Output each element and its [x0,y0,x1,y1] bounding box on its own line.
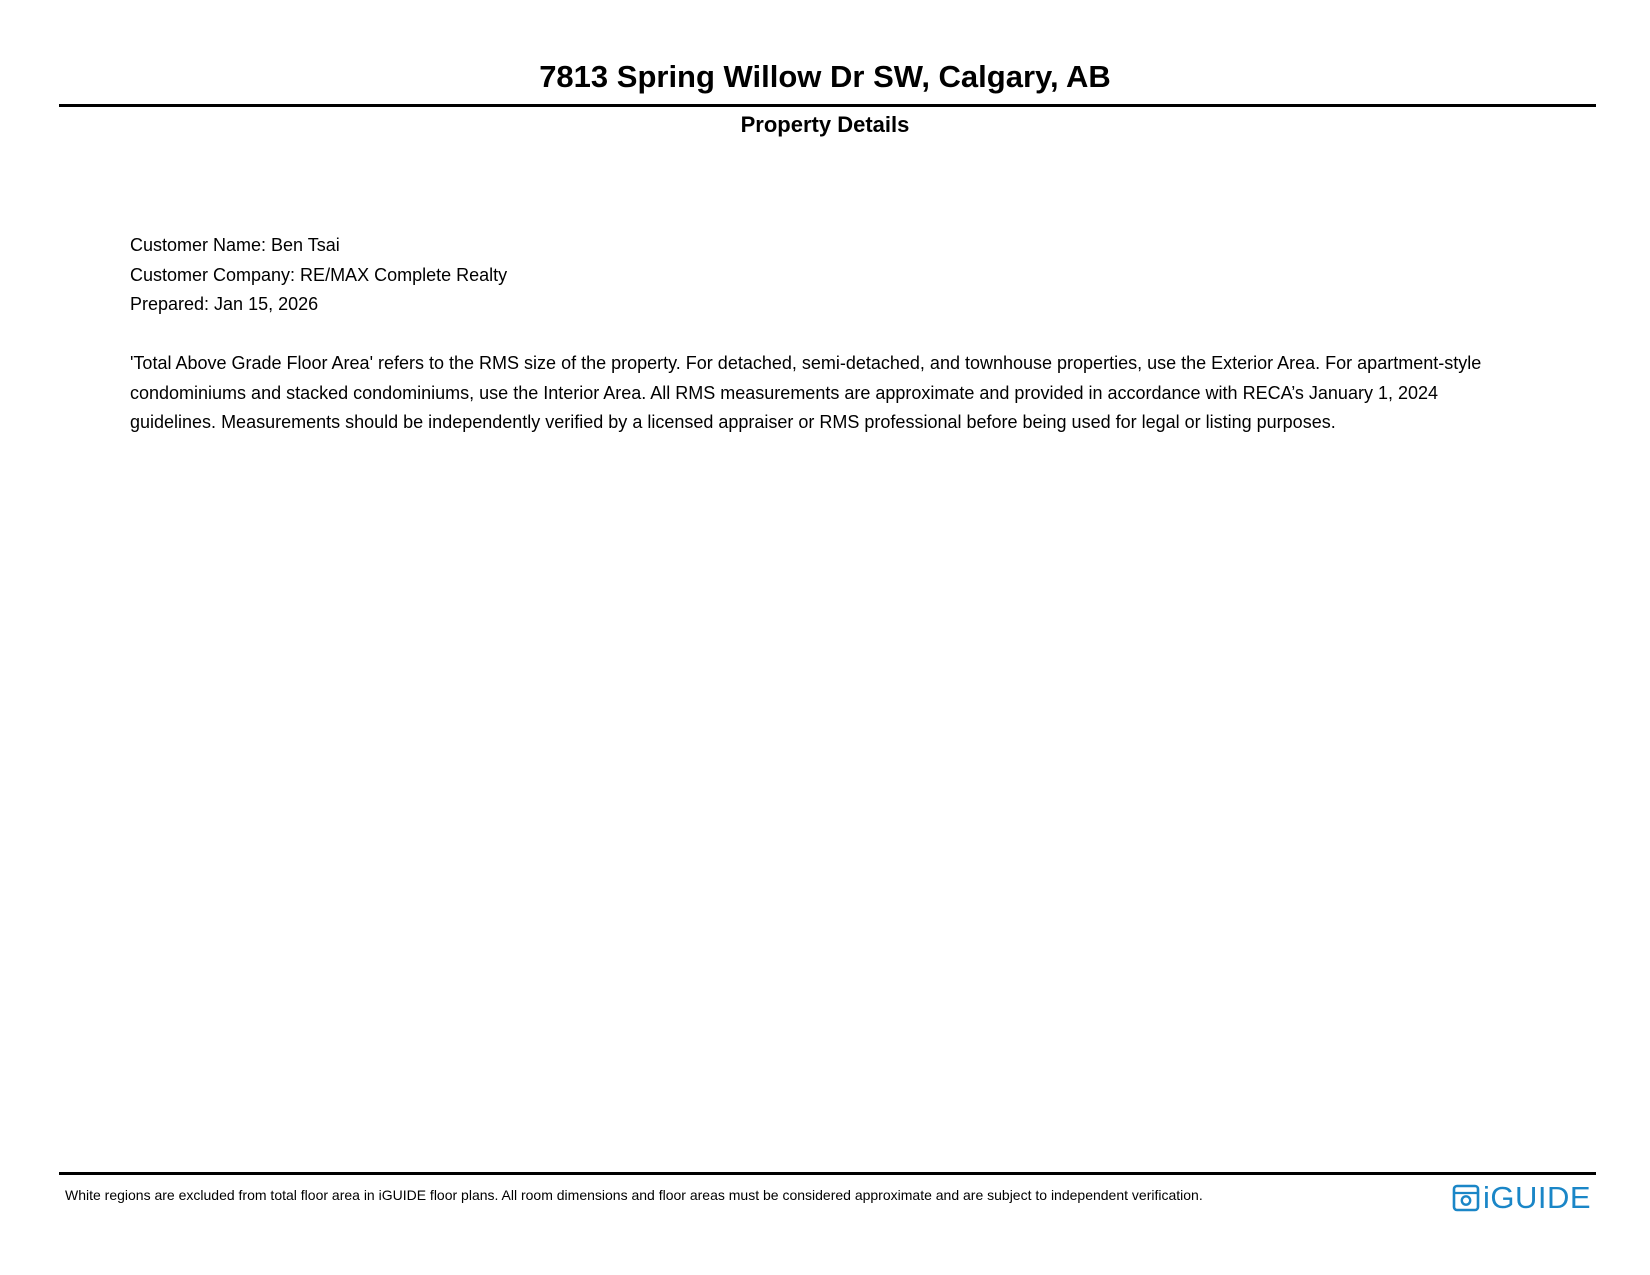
logo-text: iGUIDE [1483,1180,1592,1215]
footer-note: White regions are excluded from total floor area in iGUIDE floor plans. All room dimensions and floor areas must be considered approximate and are subject to independent verification. [65,1187,1203,1203]
iguide-logo [1452,1182,1591,1214]
customer-details [130,231,507,320]
floor-area-disclaimer: 'Total Above Grade Floor Area' refers to the RMS size of the property. For detached, semi-detached, and townhouse properties, use the Exterior Area. For apartment-style condominiums and stacked condominiums, use the Interior Area. All RMS measurements are approximate and provided in accordance with RECA’s January 1, 2024 guidelines. Measurements should be independently verified by a licensed appraiser or RMS professional before being used for legal or listing purposes. [130,353,1482,432]
prepared-date: Prepared: Jan 15, 2026 [130,294,319,314]
camera-icon [1452,1184,1480,1212]
footer-divider [59,1172,1596,1175]
page-subtitle: Property Details [740,112,910,137]
header-divider [59,104,1596,107]
customer-name: Customer Name: Ben Tsai [130,235,340,255]
customer-company: Customer Company: RE/MAX Complete Realty [130,264,508,285]
page-title: 7813 Spring Willow Dr SW, Calgary, AB [539,59,1111,94]
